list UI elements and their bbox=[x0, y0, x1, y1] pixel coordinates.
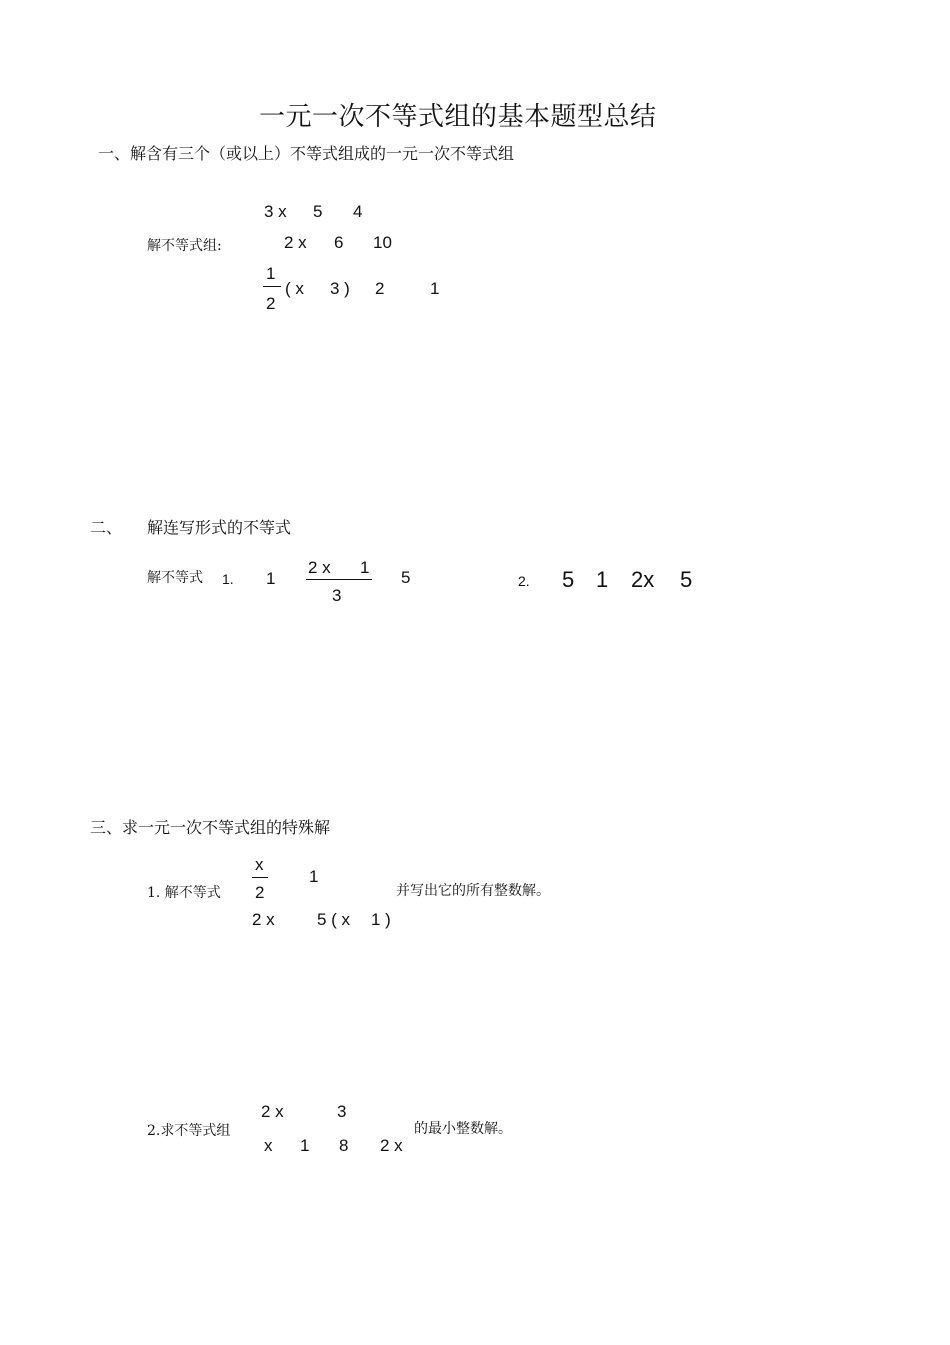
s2-p2-b: 1 bbox=[596, 567, 609, 592]
s3-q2-l2c: 8 bbox=[339, 1136, 349, 1155]
s1-l3-den: 2 bbox=[266, 294, 276, 313]
s1-l1-a: 3 x bbox=[264, 202, 287, 221]
s3-q2-l1b: 3 bbox=[337, 1102, 347, 1121]
section1-prompt: 解不等式组: bbox=[147, 238, 222, 254]
s1-l1-b: 5 bbox=[313, 202, 323, 221]
s3-q2-l2b: 1 bbox=[300, 1136, 310, 1155]
s3-q2-prompt: 2.求不等式组 bbox=[147, 1123, 231, 1139]
section2-prompt: 解不等式 bbox=[147, 570, 203, 586]
s3-q2-suffix: 的最小整数解。 bbox=[414, 1121, 512, 1137]
section2-heading-number: 二、 bbox=[90, 518, 123, 537]
s1-l2-b: 6 bbox=[334, 233, 344, 252]
s1-l3-num: 1 bbox=[266, 264, 276, 283]
s2-p1-label: 1. bbox=[222, 571, 234, 587]
s1-l2-a: 2 x bbox=[284, 233, 307, 252]
s1-l3-b: 3 ) bbox=[330, 279, 350, 298]
s2-p1-right: 5 bbox=[401, 568, 411, 587]
s2-p2-label: 2. bbox=[518, 573, 530, 589]
s3-q1-l2c: 1 ) bbox=[371, 910, 391, 929]
s2-p2-d: 5 bbox=[680, 567, 693, 592]
s3-q2-l2a: x bbox=[264, 1136, 273, 1155]
s3-q1-num: x bbox=[255, 855, 264, 874]
s2-p2-a: 5 bbox=[562, 567, 575, 592]
s3-q1-r1: 1 bbox=[309, 867, 319, 886]
s1-l3-a: ( x bbox=[285, 279, 304, 298]
s2-p2-c: 2x bbox=[631, 567, 655, 592]
s2-p1-num-a: 2 x bbox=[308, 558, 331, 577]
s3-q2-l1a: 2 x bbox=[261, 1102, 284, 1121]
s2-p1-fraction-bar bbox=[306, 579, 372, 580]
s1-l2-c: 10 bbox=[373, 233, 392, 252]
s1-l3-fraction-bar bbox=[263, 286, 281, 287]
s3-q1-den: 2 bbox=[255, 883, 265, 902]
section1-heading: 一、解含有三个（或以上）不等式组成的一元一次不等式组 bbox=[98, 144, 515, 163]
s2-p1-left: 1 bbox=[266, 569, 276, 588]
s1-l1-c: 4 bbox=[353, 202, 363, 221]
section3-heading: 三、求一元一次不等式组的特殊解 bbox=[90, 818, 331, 837]
s2-p1-num-b: 1 bbox=[360, 558, 370, 577]
page-title: 一元一次不等式组的基本题型总结 bbox=[259, 102, 657, 132]
s3-q1-l2b: 5 ( x bbox=[317, 910, 351, 929]
s3-q2-l2d: 2 x bbox=[380, 1136, 403, 1155]
s3-q1-suffix: 并写出它的所有整数解。 bbox=[396, 883, 550, 899]
s3-q1-l2a: 2 x bbox=[252, 910, 275, 929]
section2-heading: 解连写形式的不等式 bbox=[147, 518, 292, 537]
s1-l3-c: 2 bbox=[375, 279, 385, 298]
s3-q1-fraction-bar bbox=[252, 877, 268, 878]
s2-p1-den: 3 bbox=[332, 586, 342, 605]
s3-q1-prompt: 1. 解不等式 bbox=[147, 885, 221, 901]
s1-l3-d: 1 bbox=[430, 279, 440, 298]
